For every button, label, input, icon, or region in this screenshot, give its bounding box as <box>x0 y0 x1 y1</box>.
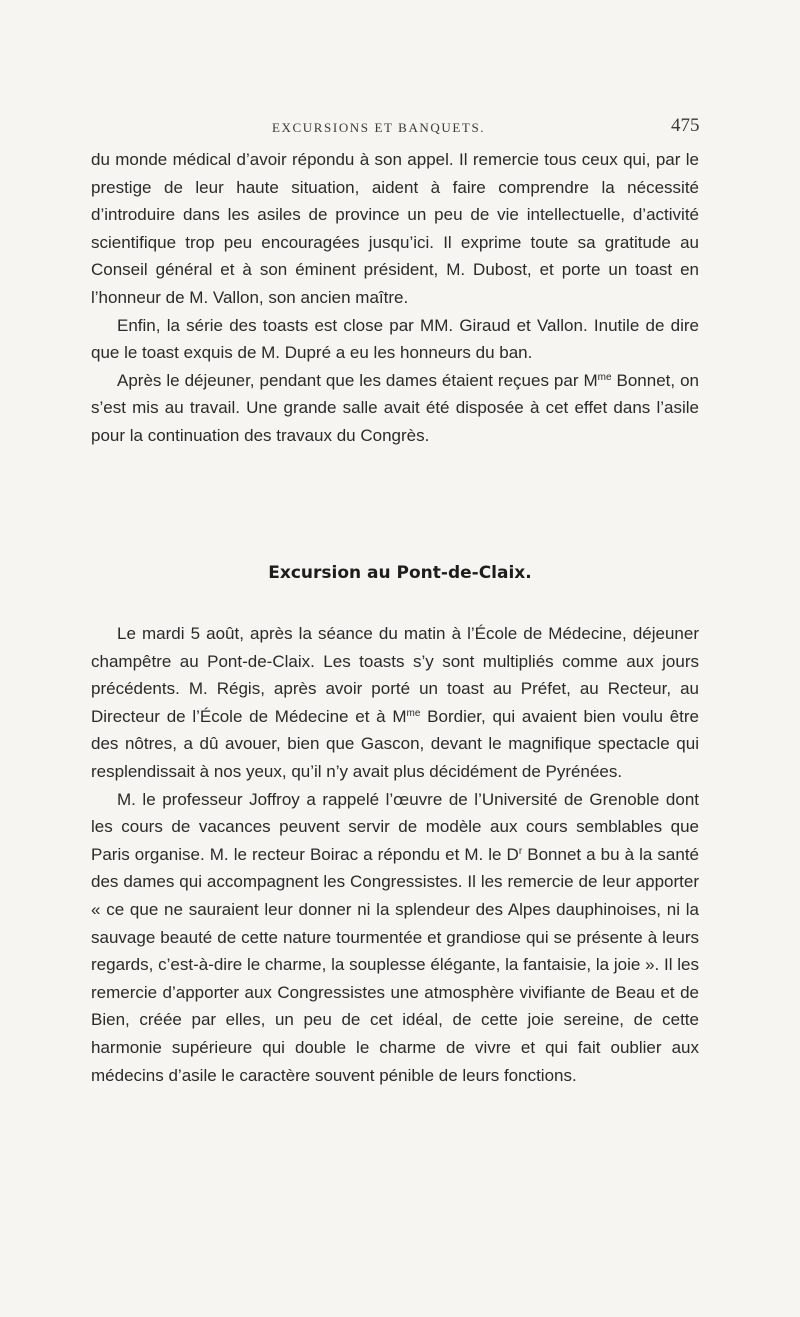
paragraph-text: Le mardi 5 août, après la séance du matin à l’École de Médecine, déjeuner champêtre au Pont-de-Claix. Les toasts s’y sont multipliés comme aux jours précédents. M. Régis, après avoir porté un toast au Préfet, au Recteur, au Directeur de l’École de Médecine et à M <box>91 624 699 726</box>
page-number: 475 <box>671 115 700 136</box>
paragraph: Enfin, la série des toasts est close par MM. Giraud et Vallon. Inutile de dire que le toast exquis de M. Dupré a eu les honneurs du ban. <box>91 315 699 363</box>
section-heading: Excursion au Pont-de-Claix. <box>268 563 532 583</box>
paragraph-text: Bordier, qui avaient bien voulu être des nôtres, a dû avouer, bien que Gascon, devant le magnifique spectacle qui resplendissait à nos yeux, qu’il n’y avait plus décidément de Pyrénées. <box>91 706 699 781</box>
text-block-section <box>91 620 699 1089</box>
paragraph-text: Bonnet, on s’est mis au travail. Une grande salle avait été disposée à cet effet dans l’asile pour la continuation des travaux du Congrès. <box>91 370 699 445</box>
paragraph <box>91 367 699 450</box>
paragraph-text: M. le professeur Joffroy a rappelé l’œuvre de l’Université de Grenoble dont les cours de vacances peuvent servir de modèle aux cours semblables que Paris organise. M. le recteur Boirac a répondu et M. le D <box>91 789 699 864</box>
running-title: EXCURSIONS ET BANQUETS. <box>272 120 486 135</box>
paragraph: du monde médical d’avoir répondu à son appel. Il remercie tous ceux qui, par le prestige de leur haute situation, aident à faire comprendre la nécessité d’introduire dans les asiles de province un peu de vie intellectuelle, d’activité scientifique trop peu encouragées jusqu’ici. Il exprime toute sa gratitude au Conseil général et à son éminent président, M. Dubost, et porte un toast en l’honneur de M. Vallon, son ancien maître. <box>91 150 699 307</box>
paragraph-text: Après le déjeuner, pendant que les dames étaient reçues par M <box>117 370 598 390</box>
superscript: me <box>597 371 612 383</box>
paragraph <box>91 620 699 786</box>
superscript: r <box>518 845 523 857</box>
paragraph-text: Bonnet a bu à la santé des dames qui accompagnent les Congressistes. Il les remercie de leur apporter « ce que ne sauraient leur donner ni la splendeur des Alpes dauphinoises, ni la sauvage beauté de cette nature tourmentée et grandiose qui se présente à leurs regards, c’est-à-dire le charme, la souplesse élégante, la fantaisie, la joie ». Il les remercie d’apporter aux Congressistes une atmosphère vivifiante de Beau et de Bien, créée par elles, un peu de cet idéal, de cette joie sereine, de cette harmonie supérieure qui double le charme de vivre et qui fait oublier aux médecins d’asile le caractère souvent pénible de leurs fonctions. <box>91 844 700 1085</box>
superscript: me <box>406 707 421 719</box>
text-block-continued <box>91 146 699 450</box>
paragraph <box>91 786 699 1090</box>
